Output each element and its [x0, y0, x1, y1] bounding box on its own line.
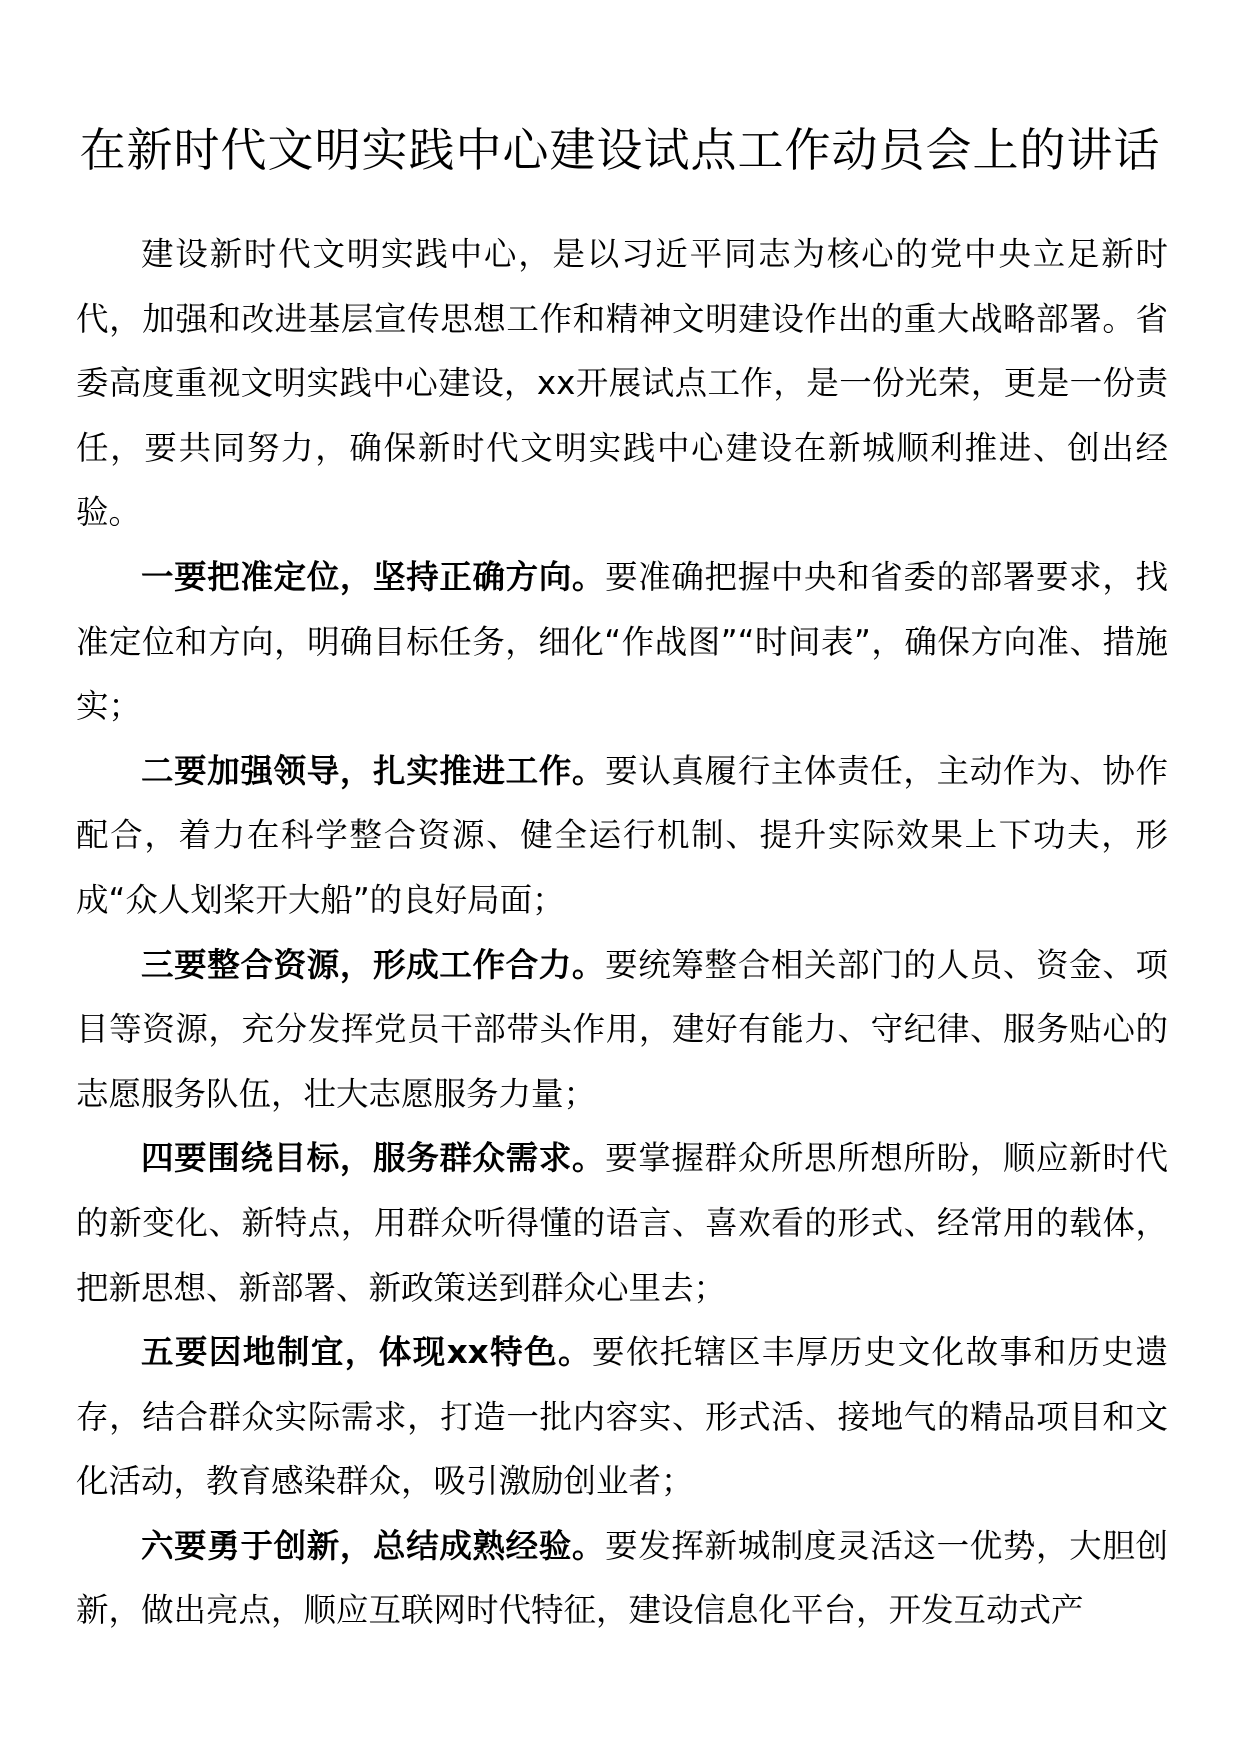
document-title: 在新时代文明实践中心建设试点工作动员会上的讲话	[79, 123, 1161, 177]
point-lead: 一要把准定位，坚持正确方向。	[141, 557, 606, 596]
point-text: 要认真履行主体责任，主动作为、协作配合，着力在科学整合资源、健全运行机制、提升实际效果上下功夫，形成“众人划桨开大船”的良好局面；	[76, 751, 1168, 919]
point-text: 要统筹整合相关部门的人员、资金、项目等资源，充分发挥党员干部带头作用，建好有能力、守纪律、服务贴心的志愿服务队伍，壮大志愿服务力量；	[76, 945, 1168, 1113]
point-text: 要依托辖区丰厚历史文化故事和历史遗存，结合群众实际需求，打造一批内容实、形式活、接地气的精品项目和文化活动，教育感染群众，吸引激励创业者；	[76, 1333, 1168, 1501]
point-lead: 六要勇于创新，总结成熟经验。	[141, 1526, 606, 1565]
point-lead: 三要整合资源，形成工作合力。	[141, 945, 606, 984]
point-text: 要准确把握中央和省委的部署要求，找准定位和方向，明确目标任务，细化“作战图”“时间表”，确保方向准、措施实；	[76, 557, 1168, 726]
point-paragraph-6	[76, 1514, 1168, 1643]
point-paragraph-3	[76, 933, 1168, 1127]
point-paragraph-1	[76, 545, 1168, 739]
point-text: 要掌握群众所思所想所盼，顺应新时代的新变化、新特点，用群众听得懂的语言、喜欢看的形式、经常用的载体，把新思想、新部署、新政策送到群众心里去；	[76, 1139, 1168, 1307]
point-paragraph-2	[76, 739, 1168, 933]
point-paragraph-5	[76, 1320, 1168, 1514]
point-paragraph-4	[76, 1126, 1168, 1320]
point-lead: 四要围绕目标，服务群众需求。	[141, 1139, 606, 1178]
point-text: 要发挥新城制度灵活这一优势，大胆创新，做出亮点，顺应互联网时代特征，建设信息化平台，开发互动式产	[76, 1526, 1168, 1630]
document-body	[76, 222, 1168, 1643]
intro-paragraph: 建设新时代文明实践中心，是以习近平同志为核心的党中央立足新时代，加强和改进基层宣传思想工作和精神文明建设作出的重大战略部署。省委高度重视文明实践中心建设，xx开展试点工作，是一份光荣，更是一份责任，要共同努力，确保新时代文明实践中心建设在新城顺利推进、创出经验。	[76, 235, 1168, 532]
point-lead: 五要因地制宜，体现xx特色。	[141, 1333, 592, 1372]
point-lead: 二要加强领导，扎实推进工作。	[141, 751, 606, 790]
